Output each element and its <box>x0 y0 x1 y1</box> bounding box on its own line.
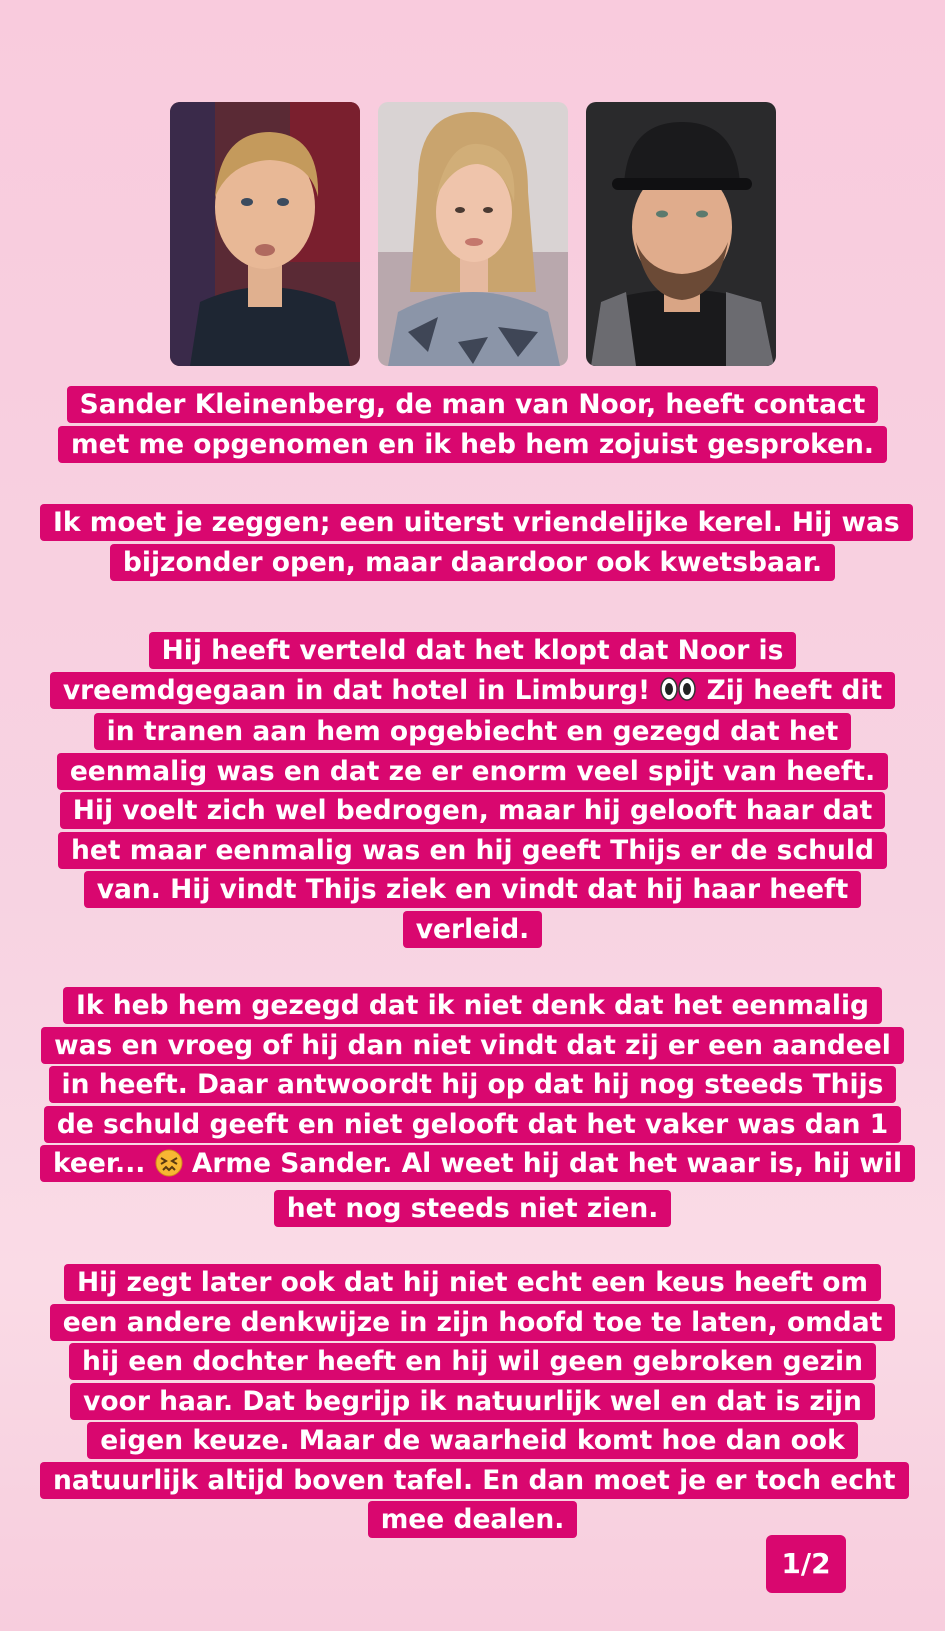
photo-woman-blonde <box>378 102 568 366</box>
story-text-3b: Zij heeft dit in tranen aan hem opgebiecht en gezegd dat het eenmalig was en dat ze er enorm veel spijt van heeft. Hij voelt zich wel bedrogen, maar hij gelooft haar dat het maar eenmalig was en hij geeft Thijs er de schuld van. Hij vindt Thijs ziek en vindt dat hij haar heeft verleid. <box>69 674 883 945</box>
story-text-block-4 <box>40 986 905 1228</box>
story-text-2: Ik moet je zeggen; een uiterst vriendelijke kerel. Hij was bijzonder open, maar daardoor ook kwetsbaar. <box>40 504 913 581</box>
story-text-block-3 <box>40 631 905 949</box>
page-indicator-badge: 1/2 <box>766 1535 846 1593</box>
photo-man-blond <box>170 102 360 366</box>
photo-collage <box>170 102 776 366</box>
story-text-block-5 <box>40 1263 905 1540</box>
story-text-3a: Hij heeft verteld dat het klopt dat Noor is vreemdgegaan in dat hotel in Limburg! <box>62 635 784 706</box>
photo-man-cap <box>586 102 776 366</box>
story-text-block-2 <box>40 503 905 582</box>
story-text-4a: Ik heb hem gezegd dat ik niet denk dat het eenmalig was en vroeg of hij dan niet vindt dat zij er een aandeel in heeft. Daar antwoordt hij op dat hij nog steeds Thijs de schuld geeft en niet gelooft dat het vaker was dan 1 keer... <box>53 990 891 1179</box>
eyes-emoji-icon <box>659 673 697 713</box>
story-text-block-1 <box>40 385 905 464</box>
story-text-1: Sander Kleinenberg, de man van Noor, heeft contact met me opgenomen en ik heb hem zojuist gesproken. <box>58 386 887 463</box>
story-text-4b: Arme Sander. Al weet hij dat het waar is, hij wil het nog steeds niet zien. <box>191 1148 903 1224</box>
confounded-face-emoji-icon <box>155 1149 183 1189</box>
story-text-5: Hij zegt later ook dat hij niet echt een keus heeft om een andere denkwijze in zijn hoofd toe te laten, omdat hij een dochter heeft en hij wil geen gebroken gezin voor haar. Dat begrijp ik natuurlijk wel en dat is zijn eigen keuze. Maar de waarheid komt hoe dan ook natuurlijk altijd boven tafel. En dan moet je er toch echt mee dealen. <box>40 1264 909 1538</box>
